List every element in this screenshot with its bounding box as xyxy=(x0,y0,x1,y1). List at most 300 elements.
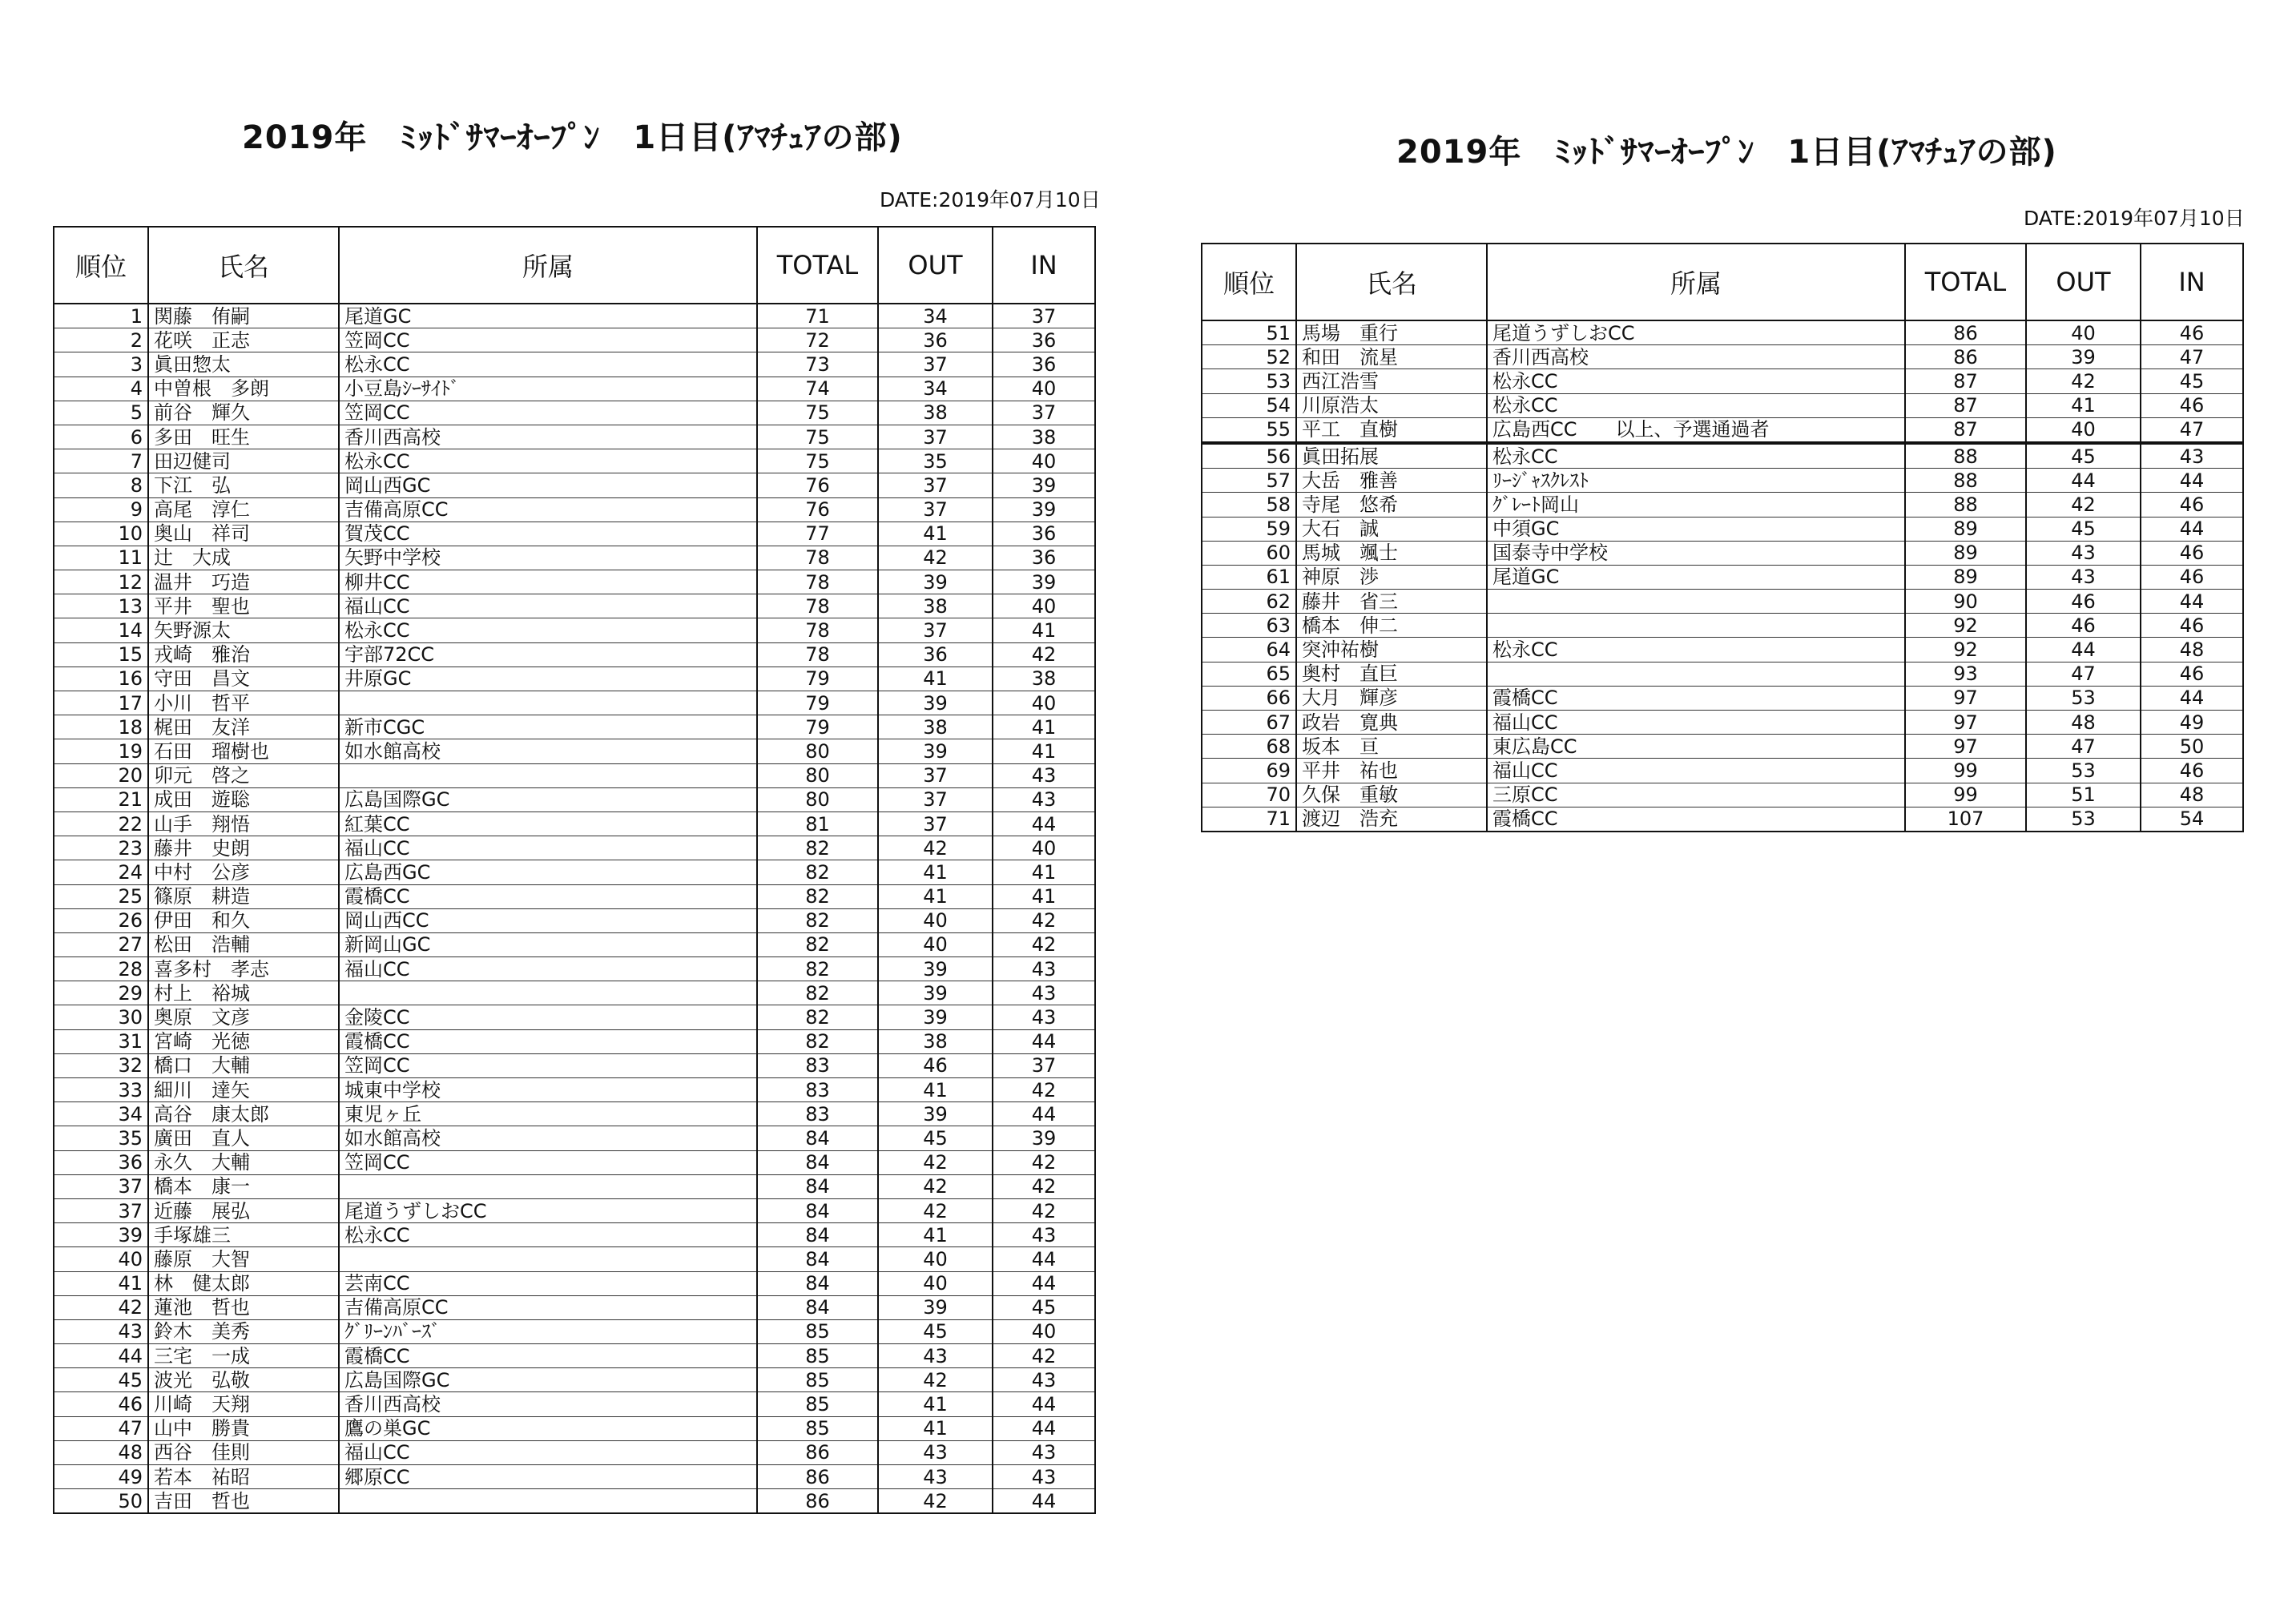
table-row xyxy=(54,1078,1095,1102)
rank-cell: 21 xyxy=(54,787,148,812)
table-row xyxy=(54,1295,1095,1319)
in-cell: 41 xyxy=(993,618,1095,642)
in-cell: 36 xyxy=(993,546,1095,570)
table-row xyxy=(54,884,1095,908)
table-row xyxy=(54,642,1095,667)
club-cell: 東児ヶ丘 xyxy=(339,1102,757,1126)
out-cell: 37 xyxy=(878,787,993,812)
out-cell: 42 xyxy=(878,1368,993,1392)
club-cell: 柳井CC xyxy=(339,570,757,594)
rank-cell: 6 xyxy=(54,425,148,449)
out-cell: 42 xyxy=(2026,369,2141,393)
table-row xyxy=(1202,443,2243,469)
out-cell: 53 xyxy=(2026,807,2141,832)
total-cell: 77 xyxy=(757,522,878,546)
rank-cell: 12 xyxy=(54,570,148,594)
out-cell: 39 xyxy=(2026,345,2141,369)
in-cell: 44 xyxy=(993,1247,1095,1271)
table-row xyxy=(54,497,1095,522)
total-cell: 83 xyxy=(757,1053,878,1077)
in-cell: 43 xyxy=(993,787,1095,812)
name-cell: 蓮池 哲也 xyxy=(148,1295,339,1319)
table-row xyxy=(54,1198,1095,1222)
in-cell: 46 xyxy=(2141,541,2243,565)
total-cell: 79 xyxy=(757,691,878,715)
rank-cell: 59 xyxy=(1202,517,1296,541)
club-cell: 金陵CC xyxy=(339,1005,757,1029)
rank-cell: 24 xyxy=(54,860,148,884)
name-cell: 喜多村 孝志 xyxy=(148,957,339,981)
name-cell: 山手 翔悟 xyxy=(148,812,339,836)
rank-cell: 60 xyxy=(1202,541,1296,565)
in-cell: 44 xyxy=(993,1392,1095,1416)
in-cell: 36 xyxy=(993,352,1095,377)
rank-cell: 66 xyxy=(1202,686,1296,710)
out-cell: 38 xyxy=(878,715,993,739)
rank-cell: 43 xyxy=(54,1319,148,1343)
rank-cell: 30 xyxy=(54,1005,148,1029)
in-cell: 36 xyxy=(993,522,1095,546)
name-cell: 突沖祐樹 xyxy=(1296,638,1487,662)
rank-cell: 23 xyxy=(54,836,148,860)
in-cell: 39 xyxy=(993,473,1095,497)
total-cell: 88 xyxy=(1905,493,2026,517)
total-cell: 78 xyxy=(757,594,878,618)
name-cell: 永久 大輔 xyxy=(148,1150,339,1174)
total-cell: 82 xyxy=(757,1029,878,1053)
out-cell: 45 xyxy=(2026,517,2141,541)
total-cell: 89 xyxy=(1905,541,2026,565)
rank-cell: 2 xyxy=(54,328,148,352)
in-cell: 44 xyxy=(993,1489,1095,1514)
club-cell: 紅葉CC xyxy=(339,812,757,836)
out-cell: 42 xyxy=(878,1150,993,1174)
name-cell: 鈴木 美秀 xyxy=(148,1319,339,1343)
name-cell: 林 健太郎 xyxy=(148,1271,339,1295)
name-cell: 石田 瑠樹也 xyxy=(148,739,339,763)
club-cell: 霞橋CC xyxy=(339,1029,757,1053)
club-cell: 尾道GC xyxy=(339,304,757,328)
header-club: 所属 xyxy=(339,227,757,304)
table-row xyxy=(54,812,1095,836)
club-cell xyxy=(1487,614,1905,638)
total-cell: 82 xyxy=(757,932,878,956)
in-cell: 44 xyxy=(2141,590,2243,614)
rank-cell: 40 xyxy=(54,1247,148,1271)
header-in: IN xyxy=(2141,244,2243,320)
name-cell: 波光 弘敬 xyxy=(148,1368,339,1392)
total-cell: 82 xyxy=(757,957,878,981)
rank-cell: 9 xyxy=(54,497,148,522)
club-cell: 福山CC xyxy=(339,957,757,981)
rank-cell: 3 xyxy=(54,352,148,377)
name-cell: 藤井 史朗 xyxy=(148,836,339,860)
club-cell: 井原GC xyxy=(339,667,757,691)
in-cell: 48 xyxy=(2141,638,2243,662)
header-rank: 順位 xyxy=(1202,244,1296,320)
name-cell: 吉田 哲也 xyxy=(148,1489,339,1514)
total-cell: 82 xyxy=(757,860,878,884)
rank-cell: 70 xyxy=(1202,783,1296,807)
name-cell: 平工 直樹 xyxy=(1296,417,1487,443)
club-cell: 小豆島ｼｰｻｲﾄﾞ xyxy=(339,377,757,401)
name-cell: 関藤 侑嗣 xyxy=(148,304,339,328)
out-cell: 37 xyxy=(878,618,993,642)
table-row xyxy=(1202,735,2243,759)
name-cell: 花咲 正志 xyxy=(148,328,339,352)
club-cell: 新岡山GC xyxy=(339,932,757,956)
table-row xyxy=(54,522,1095,546)
total-cell: 82 xyxy=(757,884,878,908)
out-cell: 45 xyxy=(878,1319,993,1343)
name-cell: 藤原 大智 xyxy=(148,1247,339,1271)
rank-cell: 64 xyxy=(1202,638,1296,662)
in-cell: 39 xyxy=(993,497,1095,522)
club-cell: 松永CC xyxy=(339,618,757,642)
out-cell: 42 xyxy=(878,1489,993,1514)
name-cell: 松田 浩輔 xyxy=(148,932,339,956)
name-cell: 平井 祐也 xyxy=(1296,759,1487,783)
in-cell: 42 xyxy=(993,1174,1095,1198)
name-cell: 川原浩太 xyxy=(1296,393,1487,417)
out-cell: 34 xyxy=(878,304,993,328)
club-cell: 国泰寺中学校 xyxy=(1487,541,1905,565)
out-cell: 43 xyxy=(2026,541,2141,565)
header-name: 氏名 xyxy=(1296,244,1487,320)
total-cell: 81 xyxy=(757,812,878,836)
rank-cell: 26 xyxy=(54,908,148,932)
name-cell: 坂本 亘 xyxy=(1296,735,1487,759)
out-cell: 37 xyxy=(878,425,993,449)
table-row xyxy=(54,1029,1095,1053)
name-cell: 高尾 淳仁 xyxy=(148,497,339,522)
header-row xyxy=(54,227,1095,304)
table-row xyxy=(54,1005,1095,1029)
out-cell: 42 xyxy=(878,1198,993,1222)
out-cell: 39 xyxy=(878,739,993,763)
header-club: 所属 xyxy=(1487,244,1905,320)
rank-cell: 17 xyxy=(54,691,148,715)
table-row xyxy=(54,1174,1095,1198)
in-cell: 44 xyxy=(993,1029,1095,1053)
out-cell: 43 xyxy=(878,1344,993,1368)
rank-cell: 71 xyxy=(1202,807,1296,832)
out-cell: 37 xyxy=(878,812,993,836)
rank-cell: 44 xyxy=(54,1344,148,1368)
name-cell: 西江浩雪 xyxy=(1296,369,1487,393)
name-cell: 前谷 輝久 xyxy=(148,401,339,425)
out-cell: 42 xyxy=(2026,493,2141,517)
table-row xyxy=(54,425,1095,449)
total-cell: 82 xyxy=(757,836,878,860)
in-cell: 43 xyxy=(993,1465,1095,1489)
table-row xyxy=(1202,711,2243,735)
in-cell: 37 xyxy=(993,401,1095,425)
name-cell: 篠原 耕造 xyxy=(148,884,339,908)
total-cell: 87 xyxy=(1905,393,2026,417)
name-cell: 馬城 颯士 xyxy=(1296,541,1487,565)
rank-cell: 46 xyxy=(54,1392,148,1416)
club-cell: 賀茂CC xyxy=(339,522,757,546)
in-cell: 41 xyxy=(993,860,1095,884)
in-cell: 46 xyxy=(2141,320,2243,345)
name-cell: 多田 旺生 xyxy=(148,425,339,449)
club-cell xyxy=(339,1489,757,1514)
out-cell: 39 xyxy=(878,957,993,981)
rank-cell: 14 xyxy=(54,618,148,642)
header-rank: 順位 xyxy=(54,227,148,304)
header-total: TOTAL xyxy=(1905,244,2026,320)
name-cell: 久保 重敏 xyxy=(1296,783,1487,807)
in-cell: 45 xyxy=(2141,369,2243,393)
name-cell: 奥山 祥司 xyxy=(148,522,339,546)
club-cell xyxy=(1487,590,1905,614)
rank-cell: 50 xyxy=(54,1489,148,1514)
table-row xyxy=(1202,565,2243,589)
rank-cell: 51 xyxy=(1202,320,1296,345)
out-cell: 41 xyxy=(878,1392,993,1416)
table-row xyxy=(54,449,1095,473)
name-cell: 温井 巧造 xyxy=(148,570,339,594)
club-cell: 宇部72CC xyxy=(339,642,757,667)
table-row xyxy=(54,618,1095,642)
in-cell: 40 xyxy=(993,377,1095,401)
out-cell: 45 xyxy=(878,1126,993,1150)
out-cell: 40 xyxy=(878,932,993,956)
in-cell: 44 xyxy=(2141,517,2243,541)
club-cell xyxy=(339,981,757,1005)
in-cell: 38 xyxy=(993,667,1095,691)
table-row xyxy=(1202,393,2243,417)
name-cell: 大岳 雅善 xyxy=(1296,469,1487,493)
table-row xyxy=(54,1392,1095,1416)
in-cell: 45 xyxy=(993,1295,1095,1319)
in-cell: 46 xyxy=(2141,493,2243,517)
table-row xyxy=(54,691,1095,715)
name-cell: 中曽根 多朗 xyxy=(148,377,339,401)
table-row xyxy=(54,981,1095,1005)
in-cell: 40 xyxy=(993,1319,1095,1343)
name-cell: 橋本 康一 xyxy=(148,1174,339,1198)
club-cell: ｸﾞﾘｰﾝﾊﾞｰｽﾞ xyxy=(339,1319,757,1343)
total-cell: 80 xyxy=(757,763,878,787)
rank-cell: 4 xyxy=(54,377,148,401)
in-cell: 44 xyxy=(993,1102,1095,1126)
rank-cell: 42 xyxy=(54,1295,148,1319)
name-cell: 寺尾 悠希 xyxy=(1296,493,1487,517)
rank-cell: 16 xyxy=(54,667,148,691)
name-cell: 中村 公彦 xyxy=(148,860,339,884)
in-cell: 47 xyxy=(2141,345,2243,369)
table-row xyxy=(54,328,1095,352)
total-cell: 107 xyxy=(1905,807,2026,832)
in-cell: 44 xyxy=(993,1271,1095,1295)
out-cell: 42 xyxy=(878,546,993,570)
club-cell: 松永CC xyxy=(1487,638,1905,662)
club-cell: ﾘｰｼﾞｬｽｸﾚｽﾄ xyxy=(1487,469,1905,493)
club-cell: 吉備高原CC xyxy=(339,497,757,522)
name-cell: 高谷 康太郎 xyxy=(148,1102,339,1126)
out-cell: 41 xyxy=(878,860,993,884)
total-cell: 78 xyxy=(757,618,878,642)
total-cell: 84 xyxy=(757,1247,878,1271)
in-cell: 42 xyxy=(993,1150,1095,1174)
total-cell: 82 xyxy=(757,1005,878,1029)
total-cell: 85 xyxy=(757,1392,878,1416)
club-cell: 福山CC xyxy=(1487,711,1905,735)
total-cell: 89 xyxy=(1905,565,2026,589)
total-cell: 86 xyxy=(1905,345,2026,369)
table-row xyxy=(54,908,1095,932)
rank-cell: 41 xyxy=(54,1271,148,1295)
results-body-right xyxy=(1202,320,2243,832)
club-cell xyxy=(339,1247,757,1271)
name-cell: 卯元 啓之 xyxy=(148,763,339,787)
total-cell: 72 xyxy=(757,328,878,352)
club-cell xyxy=(1487,662,1905,686)
table-row xyxy=(54,932,1095,956)
in-cell: 37 xyxy=(993,304,1095,328)
name-cell: 村上 裕城 xyxy=(148,981,339,1005)
club-cell: 香川西高校 xyxy=(339,425,757,449)
club-cell: 福山CC xyxy=(1487,759,1905,783)
table-row xyxy=(1202,759,2243,783)
out-cell: 41 xyxy=(878,1078,993,1102)
table-row xyxy=(54,1368,1095,1392)
table-row xyxy=(1202,345,2243,369)
total-cell: 84 xyxy=(757,1150,878,1174)
table-row xyxy=(54,715,1095,739)
total-cell: 76 xyxy=(757,497,878,522)
in-cell: 43 xyxy=(2141,443,2243,469)
out-cell: 38 xyxy=(878,1029,993,1053)
table-row xyxy=(1202,614,2243,638)
in-cell: 41 xyxy=(993,739,1095,763)
in-cell: 46 xyxy=(2141,662,2243,686)
name-cell: 三宅 一成 xyxy=(148,1344,339,1368)
in-cell: 37 xyxy=(993,1053,1095,1077)
rank-cell: 13 xyxy=(54,594,148,618)
club-cell: 福山CC xyxy=(339,594,757,618)
rank-cell: 19 xyxy=(54,739,148,763)
total-cell: 75 xyxy=(757,401,878,425)
total-cell: 75 xyxy=(757,449,878,473)
total-cell: 84 xyxy=(757,1223,878,1247)
name-cell: 大月 輝彦 xyxy=(1296,686,1487,710)
total-cell: 86 xyxy=(757,1465,878,1489)
club-cell: 笠岡CC xyxy=(339,401,757,425)
results-table-left xyxy=(53,226,1096,1514)
table-row xyxy=(1202,807,2243,832)
table-row xyxy=(54,1465,1095,1489)
club-cell: 霞橋CC xyxy=(339,1344,757,1368)
club-cell: 松永CC xyxy=(1487,393,1905,417)
name-cell: 渡辺 浩充 xyxy=(1296,807,1487,832)
club-cell: 笠岡CC xyxy=(339,328,757,352)
name-cell: 辻 大成 xyxy=(148,546,339,570)
table-row xyxy=(54,1440,1095,1464)
table-row xyxy=(54,1344,1095,1368)
club-cell: 香川西高校 xyxy=(1487,345,1905,369)
rank-cell: 58 xyxy=(1202,493,1296,517)
in-cell: 44 xyxy=(2141,469,2243,493)
total-cell: 83 xyxy=(757,1102,878,1126)
table-row xyxy=(54,304,1095,328)
table-row xyxy=(54,787,1095,812)
table-row xyxy=(54,1150,1095,1174)
table-row xyxy=(54,546,1095,570)
total-cell: 74 xyxy=(757,377,878,401)
name-cell: 眞田拓展 xyxy=(1296,443,1487,469)
club-cell: 笠岡CC xyxy=(339,1053,757,1077)
table-row xyxy=(54,1416,1095,1440)
in-cell: 40 xyxy=(993,836,1095,860)
in-cell: 44 xyxy=(2141,686,2243,710)
in-cell: 36 xyxy=(993,328,1095,352)
rank-cell: 31 xyxy=(54,1029,148,1053)
out-cell: 41 xyxy=(878,884,993,908)
out-cell: 41 xyxy=(2026,393,2141,417)
table-row xyxy=(54,1126,1095,1150)
out-cell: 40 xyxy=(2026,320,2141,345)
out-cell: 38 xyxy=(878,594,993,618)
date-label: DATE:2019年07月10日 xyxy=(2024,207,2245,230)
club-cell: 笠岡CC xyxy=(339,1150,757,1174)
table-row xyxy=(1202,686,2243,710)
header-out: OUT xyxy=(2026,244,2141,320)
rank-cell: 18 xyxy=(54,715,148,739)
club-cell xyxy=(339,763,757,787)
right-page xyxy=(1148,0,2296,1623)
total-cell: 88 xyxy=(1905,469,2026,493)
in-cell: 42 xyxy=(993,932,1095,956)
club-cell: 広島国際GC xyxy=(339,1368,757,1392)
rank-cell: 69 xyxy=(1202,759,1296,783)
name-cell: 川崎 天翔 xyxy=(148,1392,339,1416)
out-cell: 37 xyxy=(878,352,993,377)
in-cell: 47 xyxy=(2141,417,2243,443)
total-cell: 84 xyxy=(757,1126,878,1150)
out-cell: 45 xyxy=(2026,443,2141,469)
rank-cell: 27 xyxy=(54,932,148,956)
out-cell: 39 xyxy=(878,1005,993,1029)
in-cell: 41 xyxy=(993,715,1095,739)
in-cell: 42 xyxy=(993,1344,1095,1368)
in-cell: 39 xyxy=(993,1126,1095,1150)
rank-cell: 61 xyxy=(1202,565,1296,589)
rank-cell: 20 xyxy=(54,763,148,787)
name-cell: 若本 祐昭 xyxy=(148,1465,339,1489)
out-cell: 37 xyxy=(878,497,993,522)
out-cell: 47 xyxy=(2026,735,2141,759)
total-cell: 82 xyxy=(757,981,878,1005)
table-row xyxy=(54,1319,1095,1343)
total-cell: 88 xyxy=(1905,443,2026,469)
rank-cell: 54 xyxy=(1202,393,1296,417)
table-row xyxy=(54,352,1095,377)
in-cell: 46 xyxy=(2141,393,2243,417)
club-cell: 尾道うずしおCC xyxy=(339,1198,757,1222)
rank-cell: 35 xyxy=(54,1126,148,1150)
table-row xyxy=(54,763,1095,787)
out-cell: 41 xyxy=(878,1416,993,1440)
total-cell: 86 xyxy=(757,1489,878,1514)
table-row xyxy=(1202,417,2243,443)
in-cell: 43 xyxy=(993,957,1095,981)
name-cell: 政岩 寛典 xyxy=(1296,711,1487,735)
club-cell: 中須GC xyxy=(1487,517,1905,541)
in-cell: 41 xyxy=(993,884,1095,908)
